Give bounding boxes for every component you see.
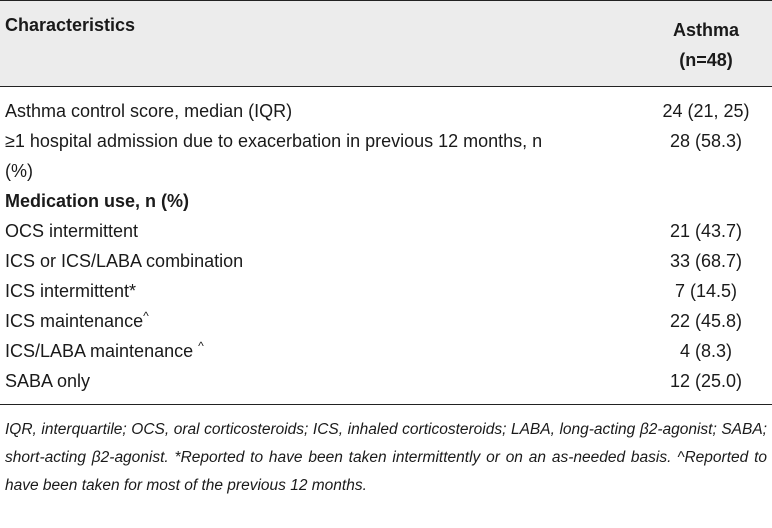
row-label	[5, 306, 565, 336]
header-asthma-n: (n=48)	[679, 50, 733, 70]
row-label: ≥1 hospital admission due to exacerbation in previous 12 months, n (%)	[5, 131, 543, 181]
row-label: SABA only	[5, 371, 91, 391]
row-value: 21 (43.7)	[669, 221, 743, 241]
row-label-text: ICS/LABA maintenance	[5, 341, 199, 361]
header-asthma-title: Asthma	[672, 20, 739, 40]
row-value: 12 (25.0)	[669, 371, 743, 391]
top-rule	[0, 0, 772, 1]
row-value: 22 (45.8)	[669, 311, 743, 331]
row-value: 24 (21, 25)	[662, 101, 750, 121]
row-label	[5, 336, 565, 366]
table-footnote: IQR, interquartile; OCS, oral corticosteroids; ICS, inhaled corticosteroids; LABA, long-acting β2-agonist; SABA; short-acting β2-agonist. *Reported to have been taken intermittently or on an as-needed basis. ^Reported to have been taken for most of the previous 12 months.	[5, 421, 767, 494]
section-label: Medication use, n (%)	[5, 191, 190, 211]
row-value: 33 (68.7)	[669, 251, 743, 271]
row-label-text: ICS maintenance	[5, 311, 144, 331]
header-rule	[0, 86, 772, 87]
table-header	[0, 0, 772, 86]
row-label: ICS intermittent*	[5, 281, 137, 301]
row-label: Asthma control score, median (IQR)	[5, 101, 293, 121]
row-label: OCS intermittent	[5, 221, 139, 241]
row-value: 28 (58.3)	[669, 131, 743, 151]
row-label: ICS or ICS/LABA combination	[5, 251, 244, 271]
header-characteristics: Characteristics	[5, 15, 136, 35]
caret-marker: ^	[143, 309, 149, 323]
row-value: 4 (8.3)	[679, 341, 733, 361]
bottom-rule	[0, 404, 772, 405]
row-value: 7 (14.5)	[674, 281, 738, 301]
header-asthma	[646, 15, 766, 75]
caret-marker: ^	[198, 339, 204, 353]
